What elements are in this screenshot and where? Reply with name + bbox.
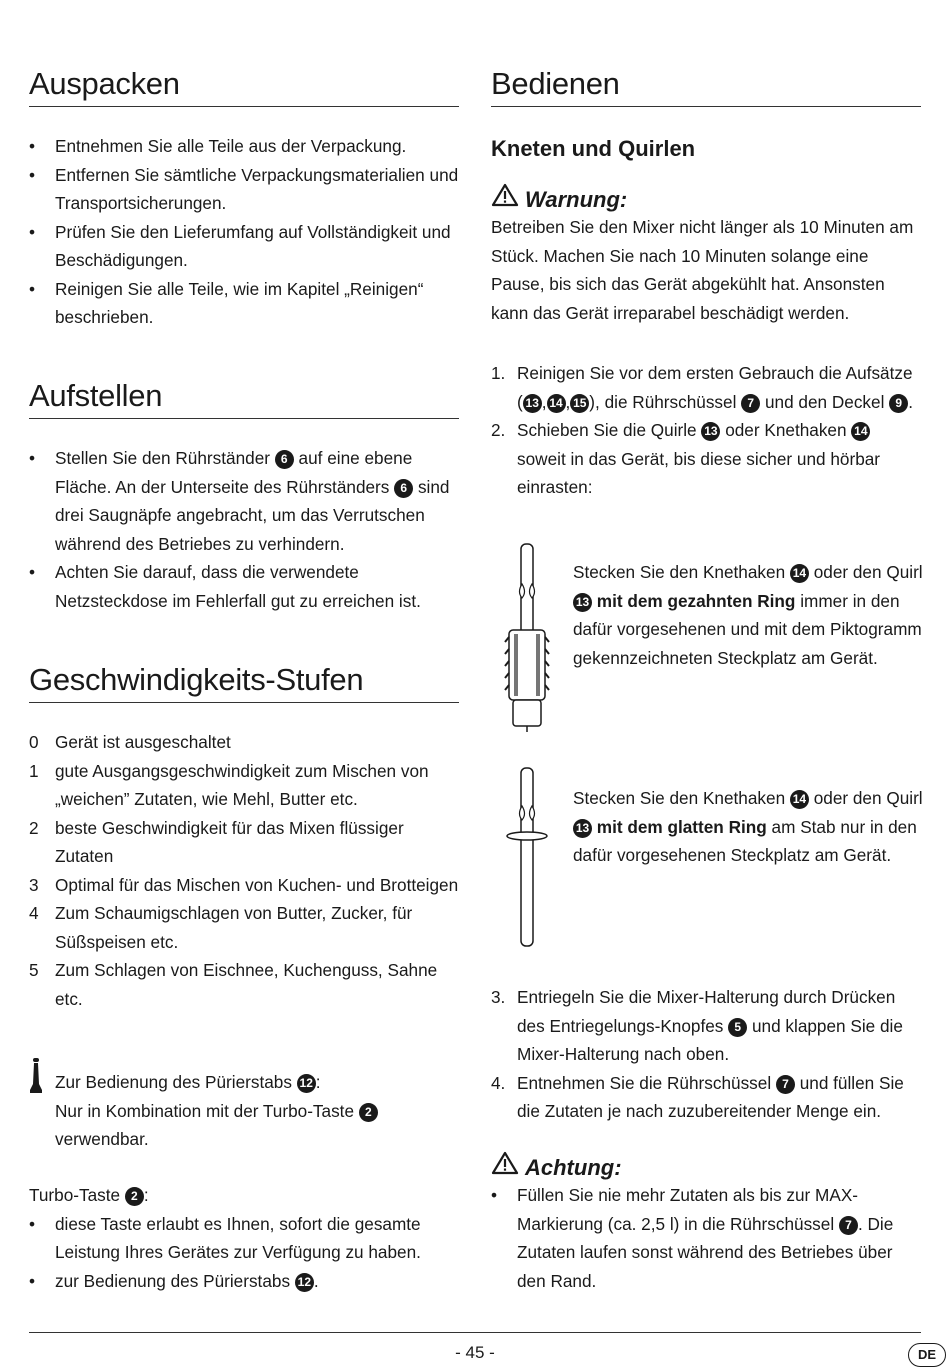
list-item: 3. Entriegeln Sie die Mixer-Halterung durch Drücken des Entriegelungs-Knopfes 5 und klappen Sie die Mixer-Halterung nach oben. [491,987,903,1064]
list-item: • Reinigen Sie alle Teile, wie im Kapitel „Reinigen“ beschrieben. [29,278,424,327]
ref-13: 13 [573,593,592,612]
auspacken-list [29,132,459,332]
turbo-label: Turbo-Taste 2 : [29,1185,149,1205]
tip-note: Zur Bedienung des Pürierstabs 12 : Nur in Kombination mit der Turbo-Taste 2 verwendbar. [29,1068,459,1154]
heading-auspacken: Auspacken [29,66,459,107]
smooth-ring-attachment-illustration [501,766,551,950]
ref-2: 2 [125,1187,144,1206]
ref-7: 7 [839,1216,858,1235]
footer-divider [29,1332,921,1333]
list-item: 2 beste Geschwindigkeit für das Mixen flüssiger Zutaten [29,817,404,866]
warning-heading: Warnung: [491,183,627,213]
warning-triangle-icon [491,183,519,207]
aufstellen-list [29,444,459,615]
list-item: • Achten Sie darauf, dass die verwendete Netzsteckdose im Fehlerfall gut zu erreichen ist. [29,562,421,611]
ref-13: 13 [573,819,592,838]
list-item: • zur Bedienung des Pürierstabs 12 . [29,1270,319,1291]
list-item: • Prüfen Sie den Lieferumfang auf Vollständigkeit und Beschädigungen. [29,221,451,270]
steps-list-a [491,359,921,502]
caution-list [491,1181,921,1295]
tip-icon [29,1058,43,1094]
ref-5: 5 [728,1018,747,1037]
list-item: 0 Gerät ist ausgeschaltet [29,732,231,752]
toothed-ring-attachment-illustration [501,542,551,732]
list-item: • Entnehmen Sie alle Teile aus der Verpackung. [29,136,407,156]
list-item: 2. Schieben Sie die Quirle 13 oder Knethaken 14 soweit in das Gerät, bis diese sicher und hörbar einrasten: [491,420,881,497]
list-item: 1. Reinigen Sie vor dem ersten Gebrauch die Aufsätze ( 13 , 14 , 15 ), die Rührschüssel 7 und den Deckel 9 . [491,363,913,412]
ref-2: 2 [359,1103,378,1122]
warning-text: Betreiben Sie den Mixer nicht länger als 10 Minuten am Stück. Machen Sie nach 10 Minuten solange eine Pause, bis sich das Gerät abgekühlt hat. Ansonsten kann das Gerät irreparabel beschädigt werden. [491,217,914,323]
turbo-section [29,1181,459,1295]
figure2-text: Stecken Sie den Knethaken 14 oder den Quirl 13 mit dem glatten Ring am Stab nur in den dafür vorgesehenen Steckplatz am Gerät. [573,788,923,865]
steps-list-b [491,983,921,1126]
turbo-list [29,1210,459,1296]
heading-bedienen: Bedienen [491,66,921,107]
list-item: 4 Zum Schaumigschlagen von Butter, Zucker, für Süßspeisen etc. [29,903,413,952]
ref-14: 14 [547,394,566,413]
ref-13: 13 [523,394,542,413]
ref-7: 7 [741,394,760,413]
subheading-kneten-quirlen: Kneten und Quirlen [491,136,696,161]
heading-aufstellen: Aufstellen [29,378,459,419]
speed-list [29,728,459,1013]
ref-7: 7 [776,1075,795,1094]
ref-14: 14 [851,422,870,441]
warning-triangle-icon [491,1151,519,1175]
language-badge: DE [908,1343,946,1367]
ref-15: 15 [570,394,589,413]
ref-14: 14 [790,790,809,809]
heading-geschwindigkeits-stufen: Geschwindigkeits-Stufen [29,662,459,703]
caution-heading: Achtung: [491,1151,622,1181]
ref-12: 12 [297,1074,316,1093]
ref-14: 14 [790,564,809,583]
ref-12: 12 [295,1273,314,1292]
figure1-text: Stecken Sie den Knethaken 14 oder den Quirl 13 mit dem gezahnten Ring immer in den dafür vorgesehenen und mit dem Piktogramm gekennzeichneten Steckplatz am Gerät. [573,562,923,668]
list-item: • diese Taste erlaubt es Ihnen, sofort die gesamte Leistung Ihres Gerätes zur Verfügung zu haben. [29,1213,421,1262]
ref-13: 13 [701,422,720,441]
list-item: • Füllen Sie nie mehr Zutaten als bis zur MAX-Markierung (ca. 2,5 l) in die Rührschüssel 7 . Die Zutaten laufen sonst während des Betriebes über den Rand. [491,1185,894,1291]
list-item: 4. Entnehmen Sie die Rührschüssel 7 und füllen Sie die Zutaten je nach zuzubereitender Menge ein. [491,1072,904,1121]
list-item: 1 gute Ausgangsgeschwindigkeit zum Mischen von „weichen” Zutaten, wie Mehl, Butter etc. [29,760,429,809]
ref-6: 6 [394,479,413,498]
ref-6: 6 [275,450,294,469]
list-item: 3 Optimal für das Mischen von Kuchen- und Brotteigen [29,874,459,895]
page-number: - 45 - [455,1343,495,1362]
list-item: • Stellen Sie den Rührständer 6 auf eine ebene Fläche. An der Unterseite des Rührständers 6 sind drei Saugnäpfe angebracht, um das Verrutschen während des Betriebes zu verhindern. [29,448,450,554]
list-item: 5 Zum Schlagen von Eischnee, Kuchenguss, Sahne etc. [29,960,438,1009]
list-item: • Entfernen Sie sämtliche Verpackungsmaterialien und Transportsicherungen. [29,164,459,213]
ref-9: 9 [889,394,908,413]
